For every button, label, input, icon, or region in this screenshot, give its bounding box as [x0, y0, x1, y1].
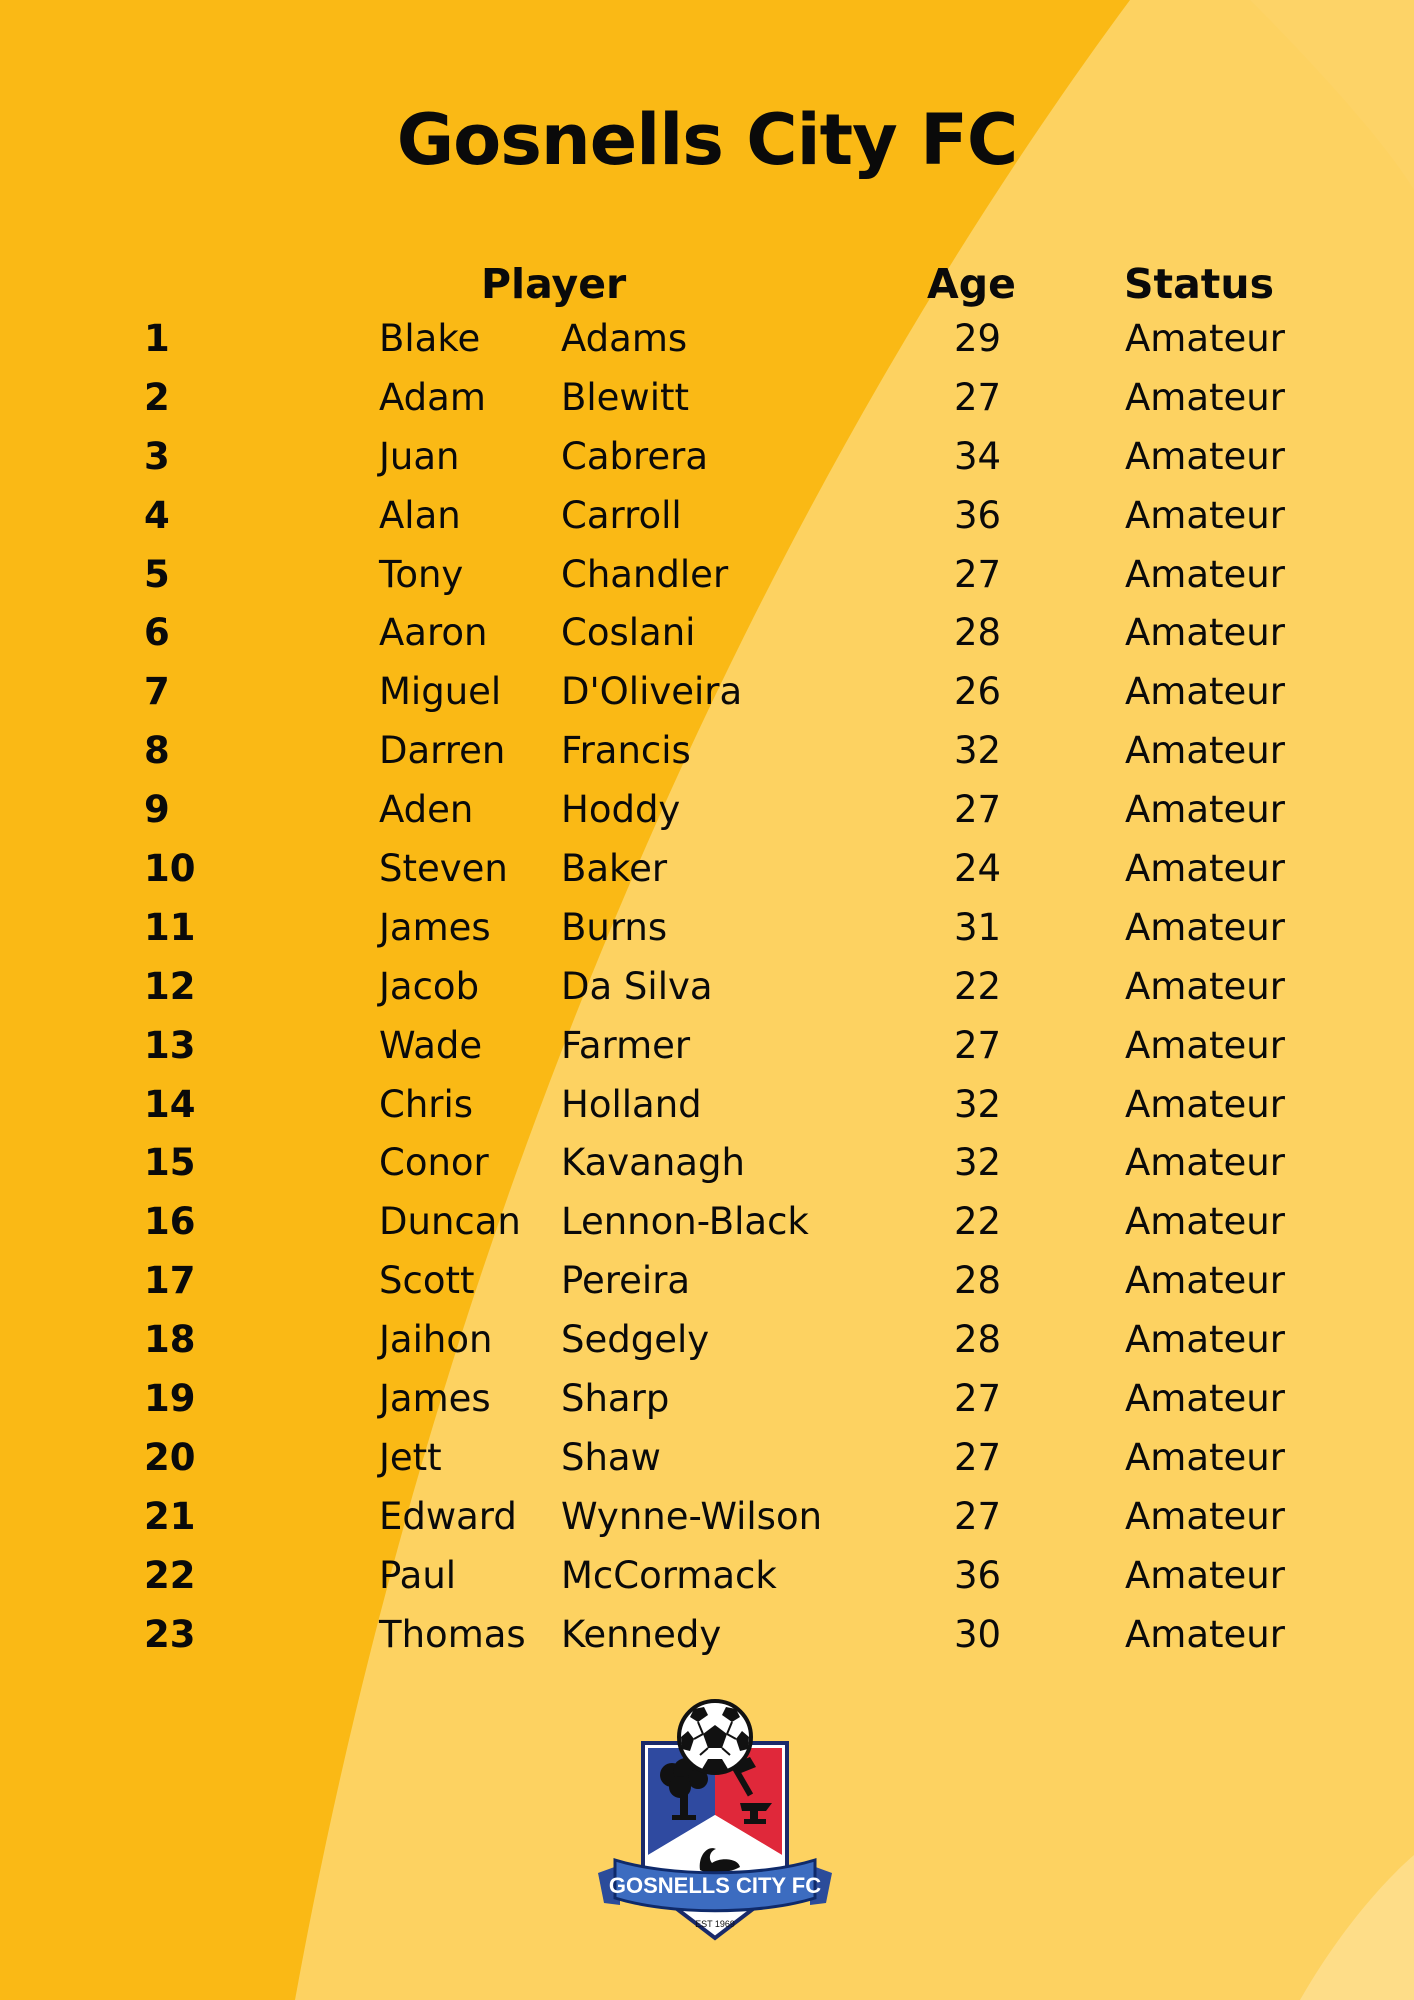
player-status: Amateur [1125, 1553, 1285, 1597]
player-first-name: Miguel [379, 670, 502, 714]
player-age: 24 [954, 847, 1002, 891]
player-number: 5 [144, 552, 170, 596]
player-number: 8 [144, 729, 170, 773]
player-age: 27 [954, 1023, 1002, 1067]
player-first-name: Adam [379, 375, 486, 419]
player-first-name: James [379, 1377, 491, 1421]
table-row [0, 1373, 1414, 1432]
player-number: 13 [144, 1023, 196, 1067]
player-first-name: Blake [379, 317, 481, 360]
player-age: 28 [954, 1318, 1002, 1362]
table-row [0, 1079, 1414, 1138]
player-number: 7 [144, 670, 170, 714]
player-last-name: Carroll [561, 493, 682, 537]
player-status: Amateur [1125, 434, 1285, 478]
player-number: 16 [144, 1200, 196, 1244]
player-status: Amateur [1125, 493, 1285, 537]
player-last-name: Cabrera [561, 434, 709, 478]
player-first-name: Chris [379, 1082, 474, 1126]
player-last-name: Shaw [561, 1435, 661, 1479]
player-status: Amateur [1125, 1141, 1285, 1185]
player-last-name: Wynne-Wilson [561, 1494, 823, 1538]
player-number: 3 [144, 434, 170, 478]
player-first-name: Darren [379, 729, 506, 773]
table-row [0, 1137, 1414, 1196]
table-row [0, 961, 1414, 1020]
page-title: Gosnells City FC [396, 99, 1018, 181]
player-status: Amateur [1125, 1494, 1285, 1538]
player-age: 32 [954, 729, 1002, 773]
player-first-name: Scott [379, 1259, 475, 1303]
player-first-name: Jett [379, 1435, 442, 1479]
table-row [0, 784, 1414, 843]
player-first-name: Juan [379, 434, 460, 478]
player-status: Amateur [1125, 375, 1285, 419]
player-last-name: Sedgely [561, 1318, 710, 1362]
table-row [0, 1020, 1414, 1079]
player-first-name: Duncan [379, 1200, 521, 1244]
column-header-player: Player [481, 260, 627, 308]
player-status: Amateur [1125, 964, 1285, 1008]
table-row [0, 490, 1414, 549]
player-status: Amateur [1125, 847, 1285, 891]
player-number: 1 [144, 317, 170, 360]
player-status: Amateur [1125, 1435, 1285, 1479]
player-first-name: Conor [379, 1141, 489, 1185]
player-age: 32 [954, 1141, 1002, 1185]
player-age: 27 [954, 788, 1002, 832]
player-number: 21 [144, 1494, 196, 1538]
player-age: 22 [954, 1200, 1002, 1244]
player-status: Amateur [1125, 905, 1285, 949]
table-row [0, 372, 1414, 431]
player-age: 30 [954, 1612, 1002, 1656]
player-status: Amateur [1125, 1377, 1285, 1421]
player-age: 27 [954, 1377, 1002, 1421]
player-number: 9 [144, 788, 170, 832]
player-status: Amateur [1125, 1023, 1285, 1067]
player-last-name: Francis [561, 729, 691, 773]
player-last-name: Coslani [561, 611, 696, 655]
player-number: 20 [144, 1435, 196, 1479]
player-last-name: Kennedy [561, 1612, 722, 1656]
table-row [0, 1609, 1414, 1668]
soccer-ball-icon [679, 1701, 751, 1773]
player-last-name: Lennon-Black [561, 1200, 809, 1244]
table-row [0, 725, 1414, 784]
player-first-name: Edward [379, 1494, 517, 1538]
player-number: 18 [144, 1318, 196, 1362]
table-row [0, 313, 1414, 372]
player-number: 22 [144, 1553, 196, 1597]
player-status: Amateur [1125, 611, 1285, 655]
player-first-name: Aaron [379, 611, 488, 655]
table-row [0, 1314, 1414, 1373]
table-row [0, 607, 1414, 666]
player-age: 36 [954, 1553, 1002, 1597]
table-row [0, 549, 1414, 608]
player-first-name: Jaihon [379, 1318, 493, 1362]
player-table [0, 313, 1414, 1667]
player-number: 10 [144, 847, 196, 891]
player-status: Amateur [1125, 670, 1285, 714]
player-first-name: Steven [379, 847, 508, 891]
player-age: 27 [954, 375, 1002, 419]
player-last-name: McCormack [561, 1553, 777, 1597]
banner-text: GOSNELLS CITY FC [608, 1873, 822, 1898]
player-age: 28 [954, 1259, 1002, 1303]
player-status: Amateur [1125, 1259, 1285, 1303]
player-first-name: Tony [379, 552, 464, 596]
player-last-name: Kavanagh [561, 1141, 745, 1185]
est-text: EST 1969 [695, 1919, 735, 1929]
player-age: 27 [954, 552, 1002, 596]
player-number: 6 [144, 611, 170, 655]
player-last-name: Baker [561, 847, 668, 891]
player-first-name: Wade [379, 1023, 483, 1067]
player-number: 12 [144, 964, 196, 1008]
player-number: 4 [144, 493, 170, 537]
table-row [0, 1196, 1414, 1255]
player-last-name: Sharp [561, 1377, 670, 1421]
player-last-name: Farmer [561, 1023, 691, 1067]
player-number: 19 [144, 1377, 196, 1421]
player-number: 15 [144, 1141, 196, 1185]
player-status: Amateur [1125, 788, 1285, 832]
table-row [0, 843, 1414, 902]
player-age: 28 [954, 611, 1002, 655]
player-status: Amateur [1125, 317, 1285, 360]
player-number: 14 [144, 1082, 196, 1126]
player-number: 2 [144, 375, 170, 419]
player-age: 22 [954, 964, 1002, 1008]
table-row [0, 1432, 1414, 1491]
player-status: Amateur [1125, 1082, 1285, 1126]
player-age: 34 [954, 434, 1002, 478]
player-age: 26 [954, 670, 1002, 714]
player-last-name: Chandler [561, 552, 729, 596]
player-first-name: Thomas [379, 1612, 526, 1656]
player-status: Amateur [1125, 1200, 1285, 1244]
player-age: 27 [954, 1435, 1002, 1479]
club-crest-logo [590, 1695, 840, 1965]
player-age: 27 [954, 1494, 1002, 1538]
player-first-name: James [379, 905, 491, 949]
player-age: 36 [954, 493, 1002, 537]
player-age: 31 [954, 905, 1002, 949]
table-row [0, 431, 1414, 490]
table-row [0, 666, 1414, 725]
column-header-age: Age [927, 260, 1016, 308]
player-first-name: Paul [379, 1553, 457, 1597]
player-last-name: Hoddy [561, 788, 681, 832]
column-header-status: Status [1124, 260, 1274, 308]
player-number: 23 [144, 1612, 196, 1656]
player-first-name: Alan [379, 493, 461, 537]
player-first-name: Aden [379, 788, 474, 832]
player-last-name: Pereira [561, 1259, 691, 1303]
player-last-name: Adams [561, 317, 688, 360]
player-number: 11 [144, 905, 196, 949]
table-row [0, 902, 1414, 961]
player-status: Amateur [1125, 552, 1285, 596]
player-last-name: Blewitt [561, 375, 689, 419]
table-row [0, 1491, 1414, 1550]
player-last-name: D'Oliveira [561, 670, 743, 714]
player-age: 32 [954, 1082, 1002, 1126]
player-number: 17 [144, 1259, 196, 1303]
player-status: Amateur [1125, 1612, 1285, 1656]
table-row [0, 1550, 1414, 1609]
player-last-name: Da Silva [561, 964, 713, 1008]
player-age: 29 [954, 317, 1002, 360]
player-status: Amateur [1125, 729, 1285, 773]
player-last-name: Holland [561, 1082, 702, 1126]
player-first-name: Jacob [379, 964, 480, 1008]
player-status: Amateur [1125, 1318, 1285, 1362]
player-last-name: Burns [561, 905, 668, 949]
table-row [0, 1255, 1414, 1314]
